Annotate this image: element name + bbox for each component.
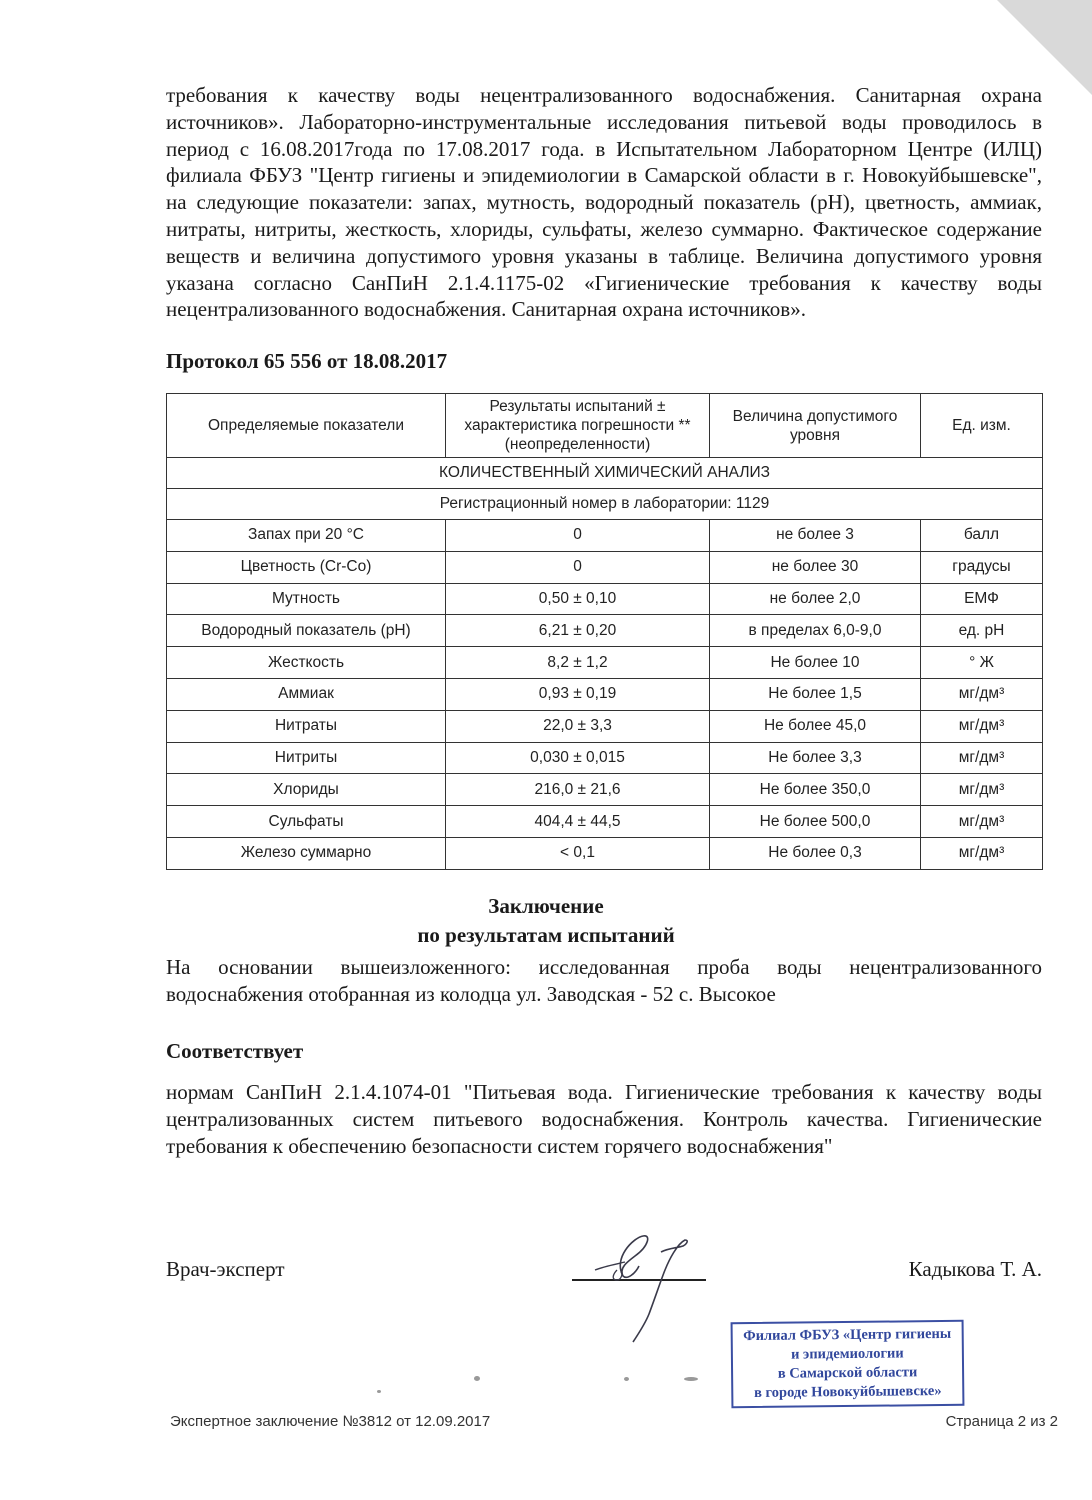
handwritten-signature <box>565 1218 705 1348</box>
cell-unit: градусы <box>921 551 1043 583</box>
cell-unit: мг/дм³ <box>921 806 1043 838</box>
cell-limit: Не более 350,0 <box>710 774 921 806</box>
cell-unit: ЕМФ <box>921 583 1043 615</box>
scan-speck <box>377 1390 381 1393</box>
conclusion-paragraph <box>166 954 1042 1008</box>
cell-result: 0,93 ± 0,19 <box>446 678 710 710</box>
protocol-title: Протокол 65 556 от 18.08.2017 <box>166 349 448 373</box>
norms-text: нормам СанПиН 2.1.4.1074-01 "Питьевая вода. Гигиенические требования к качеству воды централизованных систем питьевого водоснабжения. Контроль качества. Гигиенические требования к обеспечению безопасности систем горячего водоснабжения" <box>166 1080 1042 1158</box>
verdict: Соответствует <box>166 1039 304 1063</box>
results-table <box>166 393 1043 870</box>
conclusion-subtitle: по результатам испытаний <box>417 923 675 947</box>
signer-name: Кадыкова Т. А. <box>908 1257 1042 1281</box>
table-row <box>167 806 1043 838</box>
section-title: КОЛИЧЕСТВЕННЫЙ ХИМИЧЕСКИЙ АНАЛИЗ <box>167 458 1043 489</box>
header-limit: Величина допустимого уровня <box>710 394 921 458</box>
cell-result: 8,2 ± 1,2 <box>446 647 710 679</box>
cell-result: 0 <box>446 520 710 552</box>
cell-limit: не более 30 <box>710 551 921 583</box>
table-row <box>167 615 1043 647</box>
registration-row <box>167 489 1043 520</box>
cell-indicator: Аммиак <box>167 678 446 710</box>
cell-indicator: Запах при 20 °С <box>167 520 446 552</box>
stamp-line: в городе Новокуйбышевске» <box>753 1383 942 1401</box>
registration-number: Регистрационный номер в лаборатории: 1129 <box>167 489 1043 520</box>
scan-speck <box>474 1376 480 1381</box>
cell-limit: Не более 45,0 <box>710 710 921 742</box>
cell-unit: ед. рН <box>921 615 1043 647</box>
cell-result: 0,50 ± 0,10 <box>446 583 710 615</box>
cell-unit: мг/дм³ <box>921 710 1043 742</box>
cell-result: 0,030 ± 0,015 <box>446 742 710 774</box>
cell-limit: Не более 10 <box>710 647 921 679</box>
cell-unit: мг/дм³ <box>921 678 1043 710</box>
cell-indicator: Цветность (Cr-Co) <box>167 551 446 583</box>
cell-unit: мг/дм³ <box>921 742 1043 774</box>
header-result: Результаты испытаний ± характеристика погрешности **(неопределенности) <box>446 394 710 458</box>
cell-indicator: Нитраты <box>167 710 446 742</box>
table-row <box>167 710 1043 742</box>
conclusion-text: На основании вышеизложенного: исследованная проба воды нецентрализованного водоснабжения отобранная из колодца ул. Заводская - 52 с. Высокое <box>166 955 1042 1006</box>
table-row <box>167 583 1043 615</box>
organization-stamp <box>731 1320 965 1408</box>
intro-text: требования к качеству воды нецентрализованного водоснабжения. Санитарная охрана источников». Лабораторно-инструментальные исследования питьевой воды проводилось в период с 16.08.2017года по 17.08.2017 года. в Испытательном Лабораторном Центре (ИЛЦ) филиала ФБУЗ "Центр гигиены и эпидемиологии в Самарской области в г. Новокуйбышевске", на следующие показатели: запах, мутность, водородный показатель (рН), цветность, аммиак, нитраты, нитриты, жесткость, хлориды, сульфаты, железо суммарно. Фактическое содержание веществ и величина допустимого уровня указаны в таблице. Величина допустимого уровня указана согласно СанПиН 2.1.4.1175-02 «Гигиенические требования к качеству воды нецентрализованного водоснабжения. Санитарная охрана источников». <box>166 83 1042 322</box>
cell-indicator: Железо суммарно <box>167 837 446 869</box>
cell-limit: Не более 3,3 <box>710 742 921 774</box>
table-header-row <box>167 394 1043 458</box>
table-row <box>167 742 1043 774</box>
stamp-line: Филиал ФБУЗ «Центр гигиены <box>743 1325 952 1345</box>
table-row <box>167 551 1043 583</box>
cell-result: < 0,1 <box>446 837 710 869</box>
cell-indicator: Мутность <box>167 583 446 615</box>
cell-result: 22,0 ± 3,3 <box>446 710 710 742</box>
header-indicator: Определяемые показатели <box>167 394 446 458</box>
conclusion-title: Заключение <box>488 894 604 918</box>
cell-limit: в пределах 6,0-9,0 <box>710 615 921 647</box>
norms-paragraph <box>166 1079 1042 1159</box>
table-row <box>167 774 1043 806</box>
cell-result: 6,21 ± 0,20 <box>446 615 710 647</box>
intro-paragraph <box>166 82 1042 323</box>
cell-indicator: Сульфаты <box>167 806 446 838</box>
table-row <box>167 678 1043 710</box>
cell-indicator: Жесткость <box>167 647 446 679</box>
page-corner-shadow <box>997 0 1092 95</box>
cell-limit: не более 3 <box>710 520 921 552</box>
cell-unit: мг/дм³ <box>921 774 1043 806</box>
footer-document-ref: Экспертное заключение №3812 от 12.09.2017 <box>170 1413 491 1430</box>
cell-limit: не более 2,0 <box>710 583 921 615</box>
stamp-line: и эпидемиологии <box>790 1345 904 1363</box>
cell-limit: Не более 500,0 <box>710 806 921 838</box>
cell-indicator: Хлориды <box>167 774 446 806</box>
cell-limit: Не более 1,5 <box>710 678 921 710</box>
table-row <box>167 520 1043 552</box>
scan-speck <box>624 1377 629 1381</box>
cell-indicator: Нитриты <box>167 742 446 774</box>
signer-role: Врач-эксперт <box>166 1257 285 1281</box>
cell-limit: Не более 0,3 <box>710 837 921 869</box>
cell-unit: мг/дм³ <box>921 837 1043 869</box>
cell-indicator: Водородный показатель (рН) <box>167 615 446 647</box>
footer-page-number: Страница 2 из 2 <box>945 1413 1058 1430</box>
section-row <box>167 458 1043 489</box>
cell-result: 0 <box>446 551 710 583</box>
stamp-line: в Самарской области <box>777 1364 918 1382</box>
cell-unit: балл <box>921 520 1043 552</box>
table-row <box>167 837 1043 869</box>
cell-result: 404,4 ± 44,5 <box>446 806 710 838</box>
scan-speck <box>684 1377 698 1381</box>
header-unit: Ед. изм. <box>921 394 1043 458</box>
cell-unit: ° Ж <box>921 647 1043 679</box>
table-row <box>167 647 1043 679</box>
cell-result: 216,0 ± 21,6 <box>446 774 710 806</box>
